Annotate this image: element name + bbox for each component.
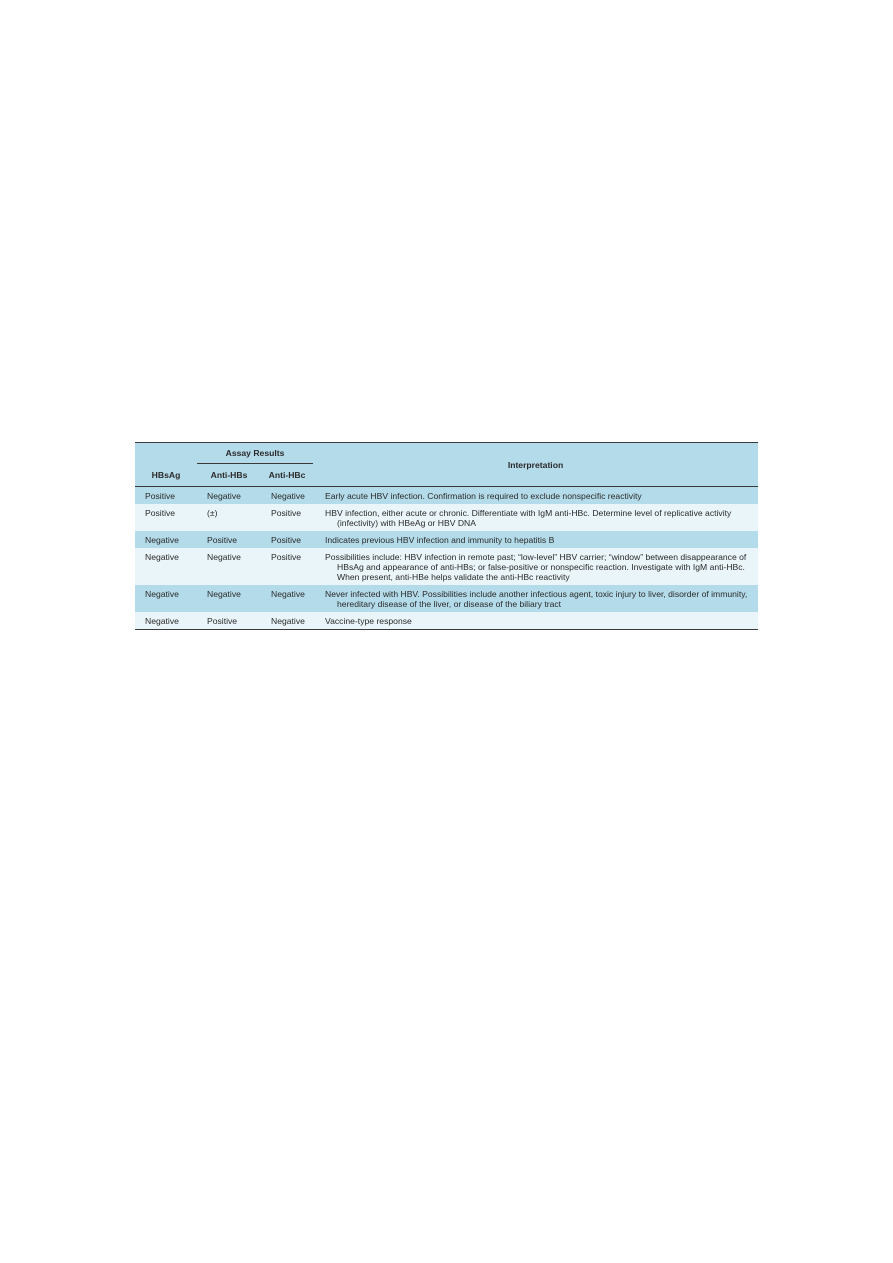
- anti-hbs-header: Anti-HBs: [197, 464, 261, 487]
- table-row: [135, 548, 758, 585]
- table-row: [135, 585, 758, 612]
- anti-hbc-cell: Positive: [261, 531, 313, 548]
- anti-hbs-cell: Positive: [197, 612, 261, 630]
- interpretation-text: Indicates previous HBV infection and immunity to hepatitis B: [325, 535, 555, 545]
- table-header: [135, 443, 758, 487]
- anti-hbs-cell: Negative: [197, 487, 261, 505]
- hbsag-cell: Negative: [135, 548, 197, 585]
- anti-hbs-cell: Positive: [197, 531, 261, 548]
- interpretation-cell: [313, 504, 758, 531]
- hbsag-cell: Positive: [135, 487, 197, 505]
- interpretation-text: HBV infection, either acute or chronic. Differentiate with IgM anti-HBc. Determine level of replicative activity (infectivity) with HBeAg or HBV DNA: [325, 508, 732, 528]
- anti-hbs-cell: Negative: [197, 548, 261, 585]
- hbsag-cell: Negative: [135, 585, 197, 612]
- hbsag-cell: Positive: [135, 504, 197, 531]
- anti-hbc-cell: Negative: [261, 487, 313, 505]
- anti-hbc-cell: Negative: [261, 585, 313, 612]
- interpretation-cell: [313, 585, 758, 612]
- anti-hbs-cell: (±): [197, 504, 261, 531]
- header-spacer: [135, 443, 197, 464]
- table-row: [135, 612, 758, 630]
- hbsag-cell: Negative: [135, 531, 197, 548]
- interpretation-text: Early acute HBV infection. Confirmation is required to exclude nonspecific reactivity: [325, 491, 642, 501]
- table-row: [135, 531, 758, 548]
- anti-hbs-cell: Negative: [197, 585, 261, 612]
- anti-hbc-header: Anti-HBc: [261, 464, 313, 487]
- hbsag-cell: Negative: [135, 612, 197, 630]
- anti-hbc-cell: Negative: [261, 612, 313, 630]
- table-row: [135, 504, 758, 531]
- interpretation-cell: [313, 487, 758, 505]
- interpretation-cell: [313, 612, 758, 630]
- interpretation-cell: [313, 548, 758, 585]
- anti-hbc-cell: Positive: [261, 504, 313, 531]
- table-row: [135, 487, 758, 505]
- interpretation-text: Vaccine-type response: [325, 616, 412, 626]
- assay-results-header: Assay Results: [197, 443, 313, 464]
- table-body: [135, 487, 758, 630]
- anti-hbc-cell: Positive: [261, 548, 313, 585]
- interpretation-text: Possibilities include: HBV infection in remote past; “low-level” HBV carrier; “window” between disappearance of HBsAg and appearance of anti-HBs; or false-positive or nonspecific reaction. Investigate with IgM anti-HBc. When present, anti-HBe helps validate the anti-HBc reactivity: [325, 552, 747, 582]
- interpretation-text: Never infected with HBV. Possibilities include another infectious agent, toxic injury to liver, disorder of immunity, hereditary disease of the liver, or disease of the biliary tract: [325, 589, 748, 609]
- hbsag-header: HBsAg: [135, 464, 197, 487]
- hbv-serology-table: [135, 442, 758, 630]
- interpretation-header: Interpretation: [313, 443, 758, 487]
- interpretation-cell: [313, 531, 758, 548]
